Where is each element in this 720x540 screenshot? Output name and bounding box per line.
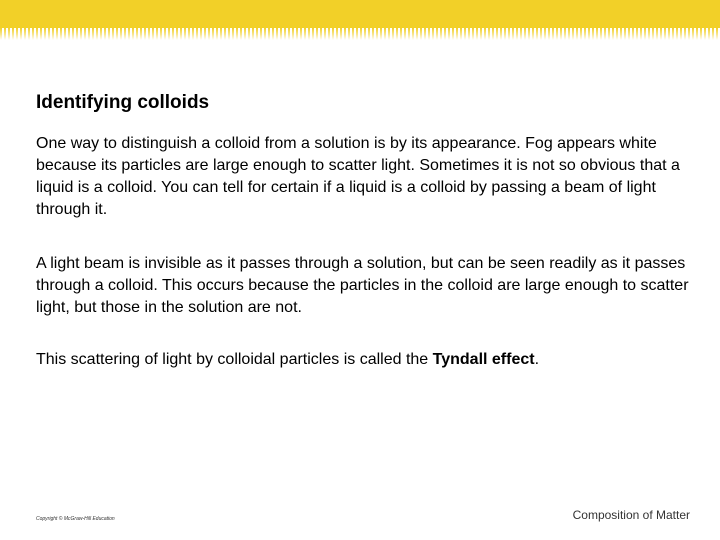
slide-title: Identifying colloids bbox=[36, 92, 210, 113]
tyndall-lead-text: This scattering of light by colloidal particles is called the bbox=[36, 351, 433, 368]
tyndall-end-text: . bbox=[534, 351, 540, 368]
paragraph-light-beam: A light beam is invisible as it passes through a solution, but can be seen readily as it passes through a colloid. This occurs because the particles in the colloid are large enough to scatter light, but those in the solution are not. bbox=[36, 255, 689, 316]
header-stripe-fade bbox=[0, 28, 720, 40]
footer-topic: Composition of Matter bbox=[572, 508, 690, 522]
paragraph-colloid-appearance: One way to distinguish a colloid from a solution is by its appearance. Fog appears white because its particles are large enough to scatter light. Sometimes it is not so obvious that a liquid is a colloid. You can tell for certain if a liquid is a colloid by passing a beam of light through it. bbox=[36, 135, 680, 218]
paragraph-tyndall bbox=[36, 349, 696, 371]
copyright-notice: Copyright © McGraw-Hill Education bbox=[36, 516, 115, 522]
header-band bbox=[0, 0, 720, 28]
tyndall-effect-term: Tyndall effect bbox=[432, 351, 535, 368]
